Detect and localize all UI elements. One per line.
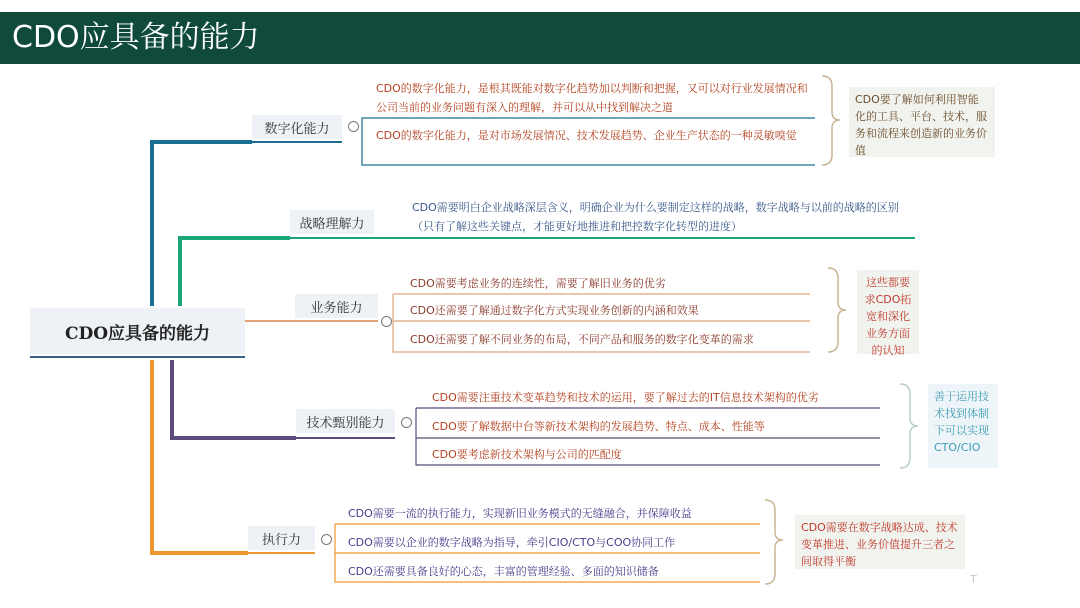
leaf-tech-2: CDO要了解数据中台等新技术架构的发展趋势、特点、成本、性能等 bbox=[432, 420, 765, 433]
branch-tech[interactable] bbox=[296, 409, 395, 433]
note-exec: CDO需要在数字战略达成、技术变革推进、业务价值提升三者之间取得平衡 bbox=[795, 515, 965, 569]
branch-strategy[interactable] bbox=[290, 210, 374, 234]
leaf-strategy-1: CDO需要明白企业战略深层含义，明确企业为什么要制定这样的战略，数字战略与以前的战略的区别（只有了解这些关键点，才能更好地推进和把控数字化转型的进度） bbox=[412, 201, 899, 233]
branch-tech-label: 技术甄别能力 bbox=[306, 415, 385, 431]
leaf-business-1: CDO需要考虑业务的连续性，需要了解旧业务的优劣 bbox=[410, 277, 666, 290]
branch-business[interactable] bbox=[295, 294, 378, 318]
note-business: 这些都要求CDO拓宽和深化业务方面的认知 bbox=[857, 270, 919, 354]
leaf-exec-3: CDO还需要具备良好的心态，丰富的管理经验、多面的知识储备 bbox=[348, 565, 659, 578]
connector-strategy bbox=[180, 238, 290, 306]
connector-exec bbox=[152, 360, 248, 553]
branch-strategy-label: 战略理解力 bbox=[299, 216, 365, 232]
bracket-digital bbox=[822, 76, 840, 165]
collapse-tech-icon[interactable] bbox=[401, 417, 412, 428]
connector-digital bbox=[152, 142, 252, 306]
collapse-digital-icon[interactable] bbox=[348, 121, 359, 132]
leaf-digital-2: CDO的数字化能力，是对市场发展情况、技术发展趋势、企业生产状态的一种灵敏嗅觉 bbox=[376, 129, 797, 142]
root-node[interactable]: CDO应具备的能力 bbox=[30, 308, 245, 354]
sub-digital-1 bbox=[362, 118, 815, 125]
leaf-tech-1: CDO需要注重技术变革趋势和技术的运用，要了解过去的IT信息技术架构的优劣 bbox=[432, 391, 819, 404]
collapse-business-icon[interactable] bbox=[381, 316, 392, 327]
leaf-business-3: CDO还需要了解不同业务的布局，不同产品和服务的数字化变革的需求 bbox=[410, 333, 754, 346]
leaf-exec-1: CDO需要一流的执行能力，实现新旧业务模式的无缝融合，并保障收益 bbox=[348, 507, 692, 520]
bracket-business bbox=[828, 268, 846, 352]
leaf-digital-1: CDO的数字化能力，是根其既能对数字化趋势加以判断和把握，又可以对行业发展情况和公司当前的业务问题有深入的理解，并可以从中找到解决之道 bbox=[376, 82, 808, 114]
bracket-exec bbox=[765, 500, 783, 584]
branch-business-label: 业务能力 bbox=[310, 300, 363, 316]
branch-exec-label: 执行力 bbox=[261, 532, 301, 548]
leaf-business-2: CDO还需要了解通过数字化方式实现业务创新的内涵和效果 bbox=[410, 304, 699, 317]
collapse-exec-icon[interactable] bbox=[321, 534, 332, 545]
leaf-tech-3: CDO要考虑新技术架构与公司的匹配度 bbox=[432, 448, 622, 461]
branch-digital-label: 数字化能力 bbox=[264, 121, 330, 137]
note-tech: 善于运用技术找到体制下可以实现CTO/CIO bbox=[928, 384, 998, 468]
slide-title: CDO应具备的能力 bbox=[0, 12, 1080, 64]
branch-digital[interactable] bbox=[252, 115, 342, 139]
branch-exec[interactable] bbox=[248, 526, 315, 550]
connector-tech bbox=[172, 360, 296, 438]
leaf-exec-2: CDO需要以企业的数字战略为指导，牵引CIO/CTO与COO协同工作 bbox=[348, 536, 676, 549]
watermark: T bbox=[970, 573, 977, 586]
note-digital: CDO要了解如何利用智能化的工具、平台、技术，服务和流程来创造新的业务价值 bbox=[849, 87, 995, 157]
bracket-tech bbox=[900, 384, 918, 468]
